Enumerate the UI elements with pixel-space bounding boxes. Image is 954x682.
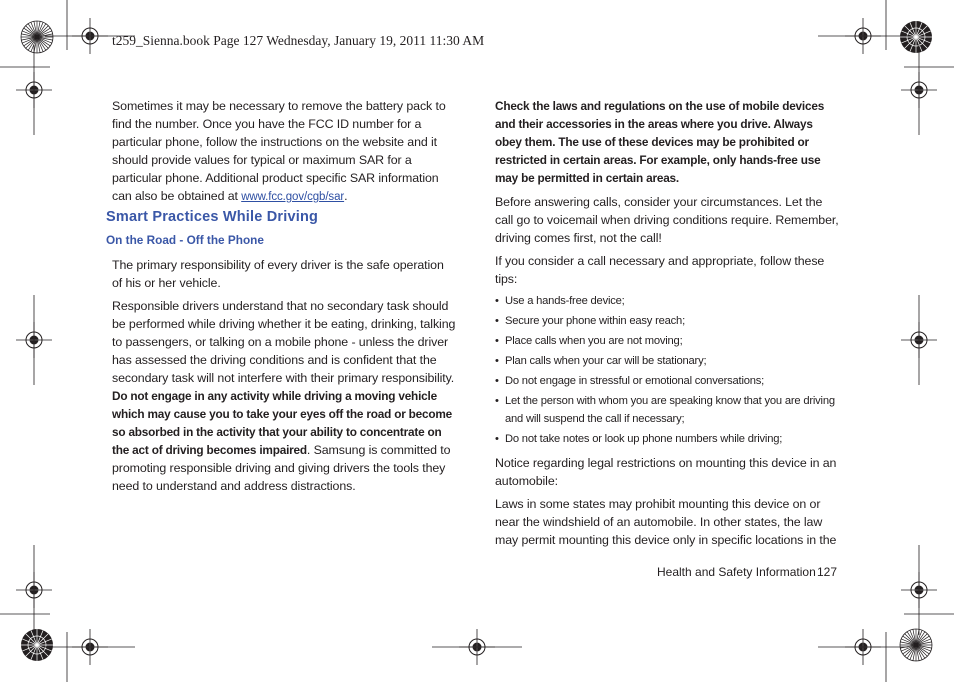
footer-section-title: Health and Safety Information	[657, 565, 816, 579]
starburst-mark	[21, 629, 53, 661]
bullet-icon: •	[495, 395, 499, 407]
page-number: 127	[817, 565, 838, 579]
tips-intro-paragraph: If you consider a call necessary and appropriate, follow these tips:	[495, 254, 825, 286]
responsible-text: Responsible drivers understand that no secondary task should be performed while driving whether it be eating, drinking, talking to passengers, or talking on a mobile phone - unless the driver has assessed the driving conditions and is confident that the secondary task will not interfere with their primary responsibility.	[112, 299, 456, 385]
list-item-text: Place calls when you are not moving;	[505, 335, 683, 347]
bullet-icon: •	[495, 375, 499, 387]
list-item-text: Let the person with whom you are speaking know that you are driving and will suspend the call if necessary;	[505, 395, 835, 425]
list-item-text: Use a hands-free device;	[505, 295, 625, 307]
sar-end: .	[344, 189, 348, 203]
bullet-icon: •	[495, 355, 499, 367]
warning-bold-text: Do not engage in any activity while driving a moving vehicle which may cause you to take your eyes off the road or become so absorbed in the activity that your ability to concentrate on the act of driving becomes impaired	[112, 389, 453, 457]
fcc-link[interactable]: www.fcc.gov/cgb/sar	[241, 191, 345, 203]
driver-responsibility-paragraph: The primary responsibility of every driver is the safe operation of his or her vehicle.	[112, 258, 444, 290]
section-heading: Smart Practices While Driving	[106, 209, 319, 225]
subsection-heading: On the Road - Off the Phone	[106, 233, 264, 247]
sar-paragraph	[112, 97, 457, 206]
list-item	[495, 430, 840, 448]
print-slug: t259_Sienna.book Page 127 Wednesday, January 19, 2011 11:30 AM	[112, 33, 485, 48]
list-item-text: Do not take notes or look up phone numbers while driving;	[505, 433, 783, 445]
responsible-end: . Samsung is committed to promoting responsible driving and giving drivers the tools they need to understand and address distractions.	[112, 443, 451, 493]
laws-warning-paragraph: Check the laws and regulations on the use of mobile devices and their accessories in the areas where you drive. Always obey them. The use of these devices may be prohibited or restricted in certain areas. For example, only hands-free use may be permitted in certain areas.	[495, 99, 825, 185]
starburst-mark	[21, 21, 53, 53]
bullet-icon: •	[495, 433, 499, 445]
mounting-laws-paragraph: Laws in some states may prohibit mounting this device on or near the windshield of an automobile. In other states, the law may permit mounting this device only in specific locations in the	[495, 497, 837, 547]
list-item-text: Secure your phone within easy reach;	[505, 315, 685, 327]
list-item	[495, 332, 840, 350]
starburst-mark	[900, 21, 932, 53]
bullet-icon: •	[495, 335, 499, 347]
bullet-icon: •	[495, 295, 499, 307]
sar-text: Sometimes it may be necessary to remove the battery pack to find the number. Once you have the FCC ID number for a particular phone, follow the instructions on the website and it should provide values for typical or maximum SAR for a particular phone. Additional product specific SAR information can also be obtained at	[112, 99, 446, 203]
list-item	[495, 352, 840, 370]
list-item-text: Plan calls when your car will be stationary;	[505, 355, 707, 367]
list-item-text: Do not engage in stressful or emotional conversations;	[505, 375, 765, 387]
mounting-notice-paragraph: Notice regarding legal restrictions on mounting this device in an automobile:	[495, 456, 837, 488]
right-column	[495, 97, 840, 549]
tips-list	[495, 292, 840, 448]
list-item	[495, 312, 840, 330]
starburst-mark	[900, 629, 932, 661]
left-column	[112, 97, 457, 206]
list-item	[495, 392, 840, 428]
list-item	[495, 372, 840, 390]
list-item	[495, 292, 840, 310]
answering-calls-paragraph: Before answering calls, consider your circumstances. Let the call go to voicemail when driving conditions require. Remember, driving comes first, not the call!	[495, 195, 839, 245]
bullet-icon: •	[495, 315, 499, 327]
responsible-drivers-paragraph	[112, 297, 457, 495]
left-column-body	[112, 256, 457, 495]
